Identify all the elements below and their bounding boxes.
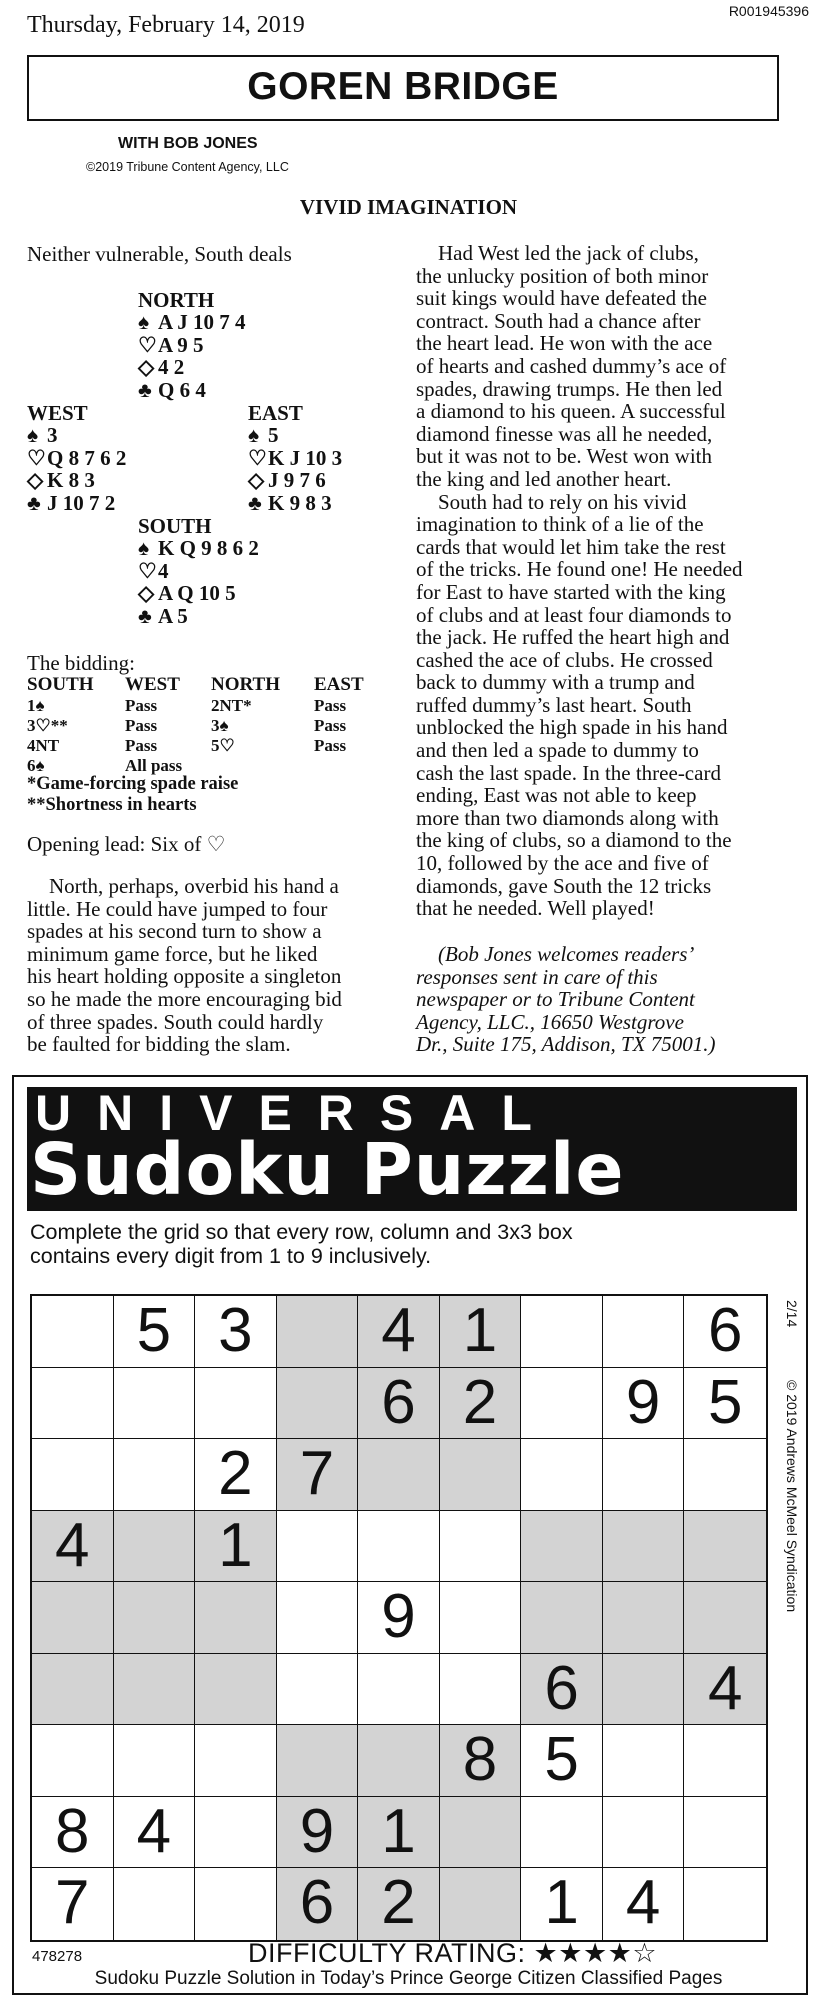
bid: 3♠ xyxy=(211,716,229,735)
sudoku-cell: 3 xyxy=(195,1296,277,1368)
bidding-row xyxy=(27,736,394,756)
bidding-row xyxy=(27,756,394,776)
bid: Pass xyxy=(125,736,158,755)
sudoku-cell xyxy=(603,1797,685,1869)
sudoku-cell xyxy=(277,1511,359,1583)
title-box xyxy=(27,55,779,121)
sudoku-cell xyxy=(32,1582,114,1654)
sudoku-cell: 8 xyxy=(32,1797,114,1869)
heart-icon: ♡ xyxy=(27,445,46,470)
bidding-note: *Game-forcing spade raise xyxy=(27,774,239,794)
text-line: the king of clubs, so a diamond to the xyxy=(416,828,732,853)
text-line: spades at his second turn to show a xyxy=(27,919,322,944)
sudoku-cell xyxy=(603,1654,685,1726)
sudoku-cell: 6 xyxy=(684,1296,766,1368)
text-line: suit kings would have defeated the xyxy=(416,286,708,311)
sudoku-cell: 5 xyxy=(521,1725,603,1797)
sudoku-cell: 5 xyxy=(114,1296,196,1368)
sudoku-cell xyxy=(277,1725,359,1797)
sudoku-cell xyxy=(32,1439,114,1511)
text-line: of clubs and at least four diamonds to xyxy=(416,602,732,627)
text-line: minimum game force, but he liked xyxy=(27,941,318,966)
bid: 5♡ xyxy=(211,736,235,755)
bid: 4NT xyxy=(27,736,60,755)
text-line: and then led a spade to dummy to xyxy=(416,738,699,763)
text-line: the king and led another heart. xyxy=(416,466,672,491)
west-clubs: J 10 7 2 xyxy=(47,490,116,515)
club-icon: ♣ xyxy=(27,490,41,515)
document-id: R001945396 xyxy=(728,3,809,19)
sudoku-cell xyxy=(32,1296,114,1368)
article-headline: VIVID IMAGINATION xyxy=(299,195,518,219)
sudoku-cell: 7 xyxy=(32,1868,114,1940)
puzzle-id: 478278 xyxy=(32,1948,83,1965)
sudoku-cell xyxy=(195,1654,277,1726)
sudoku-cell xyxy=(684,1868,766,1940)
sudoku-cell xyxy=(603,1439,685,1511)
bidding-header: EAST xyxy=(314,674,364,695)
sudoku-cell xyxy=(521,1439,603,1511)
sudoku-cell xyxy=(195,1868,277,1940)
spade-icon: ♠ xyxy=(27,423,39,447)
text-line: be faulted for bidding the slam. xyxy=(27,1032,291,1057)
south-label: SOUTH xyxy=(138,514,212,538)
text-line: of hearts and cashed dummy’s ace of xyxy=(416,353,727,378)
sudoku-cell xyxy=(521,1511,603,1583)
sudoku-cell xyxy=(684,1439,766,1511)
spade-icon: ♠ xyxy=(248,423,260,447)
sudoku-cell xyxy=(114,1439,196,1511)
sudoku-cell xyxy=(195,1368,277,1440)
sudoku-cell xyxy=(684,1582,766,1654)
text-line: of the tricks. He found one! He needed xyxy=(416,557,743,582)
sudoku-cell: 2 xyxy=(358,1868,440,1940)
text-line: Had West led the jack of clubs, xyxy=(438,241,699,265)
syndication-credit: © 2019 Andrews McMeel Syndication xyxy=(784,1380,800,1613)
south-hearts: 4 xyxy=(158,558,169,583)
sudoku-cell: 4 xyxy=(684,1654,766,1726)
diamond-icon: ◇ xyxy=(27,468,44,492)
spade-icon: ♠ xyxy=(138,536,150,560)
text-line: cards that would let him take the rest xyxy=(416,534,726,559)
north-diamonds: 4 2 xyxy=(158,355,185,379)
south-diamonds: A Q 10 5 xyxy=(158,581,236,605)
text-line: that he needed. Well played! xyxy=(416,896,655,921)
byline: WITH BOB JONES xyxy=(118,135,258,152)
club-icon: ♣ xyxy=(138,377,152,402)
text-line: so he made the more encouraging bid xyxy=(27,986,342,1011)
text-line: his heart holding opposite a singleton xyxy=(27,964,342,989)
text-line: unblocked the high spade in his hand xyxy=(416,715,728,740)
sudoku-cell: 6 xyxy=(358,1368,440,1440)
sudoku-cell xyxy=(358,1511,440,1583)
sudoku-cell xyxy=(603,1725,685,1797)
sudoku-cell xyxy=(684,1511,766,1583)
west-label: WEST xyxy=(27,401,88,425)
difficulty-label: DIFFICULTY RATING: xyxy=(248,1938,526,1968)
sudoku-cell: 6 xyxy=(277,1868,359,1940)
sudoku-cell xyxy=(440,1797,522,1869)
sudoku-cell: 2 xyxy=(440,1368,522,1440)
sudoku-cell xyxy=(195,1797,277,1869)
bid: Pass xyxy=(125,696,158,715)
text-line: back to dummy with a trump and xyxy=(416,670,695,695)
sudoku-cell: 9 xyxy=(358,1582,440,1654)
sudoku-cell xyxy=(32,1654,114,1726)
bid: 6♠ xyxy=(27,756,45,775)
west-diamonds: K 8 3 xyxy=(47,468,95,492)
text-line: (Bob Jones welcomes readers’ xyxy=(438,942,695,966)
sudoku-cell: 7 xyxy=(277,1439,359,1511)
text-line: little. He could have jumped to four xyxy=(27,896,328,921)
north-hand xyxy=(138,311,246,401)
bidding-row xyxy=(27,696,394,716)
sudoku-cell xyxy=(195,1582,277,1654)
text-line: the jack. He ruffed the heart high and xyxy=(416,625,730,650)
text-line: Agency, LLC., 16650 Westgrove xyxy=(416,1009,684,1034)
text-line: 10, followed by the ace and five of xyxy=(416,851,709,876)
sudoku-cell xyxy=(114,1868,196,1940)
bid: 1♠ xyxy=(27,696,45,715)
east-diamonds: J 9 7 6 xyxy=(268,468,326,492)
bidding-row xyxy=(27,716,394,736)
club-icon: ♣ xyxy=(248,490,262,515)
contact-paragraph xyxy=(416,943,776,1056)
bid: Pass xyxy=(314,716,347,735)
north-hearts: A 9 5 xyxy=(158,332,204,357)
text-line: Dr., Suite 175, Addison, TX 75001.) xyxy=(416,1032,716,1057)
sudoku-cell: 9 xyxy=(277,1797,359,1869)
sudoku-cell xyxy=(440,1511,522,1583)
north-clubs: Q 6 4 xyxy=(158,377,206,402)
text-line: the heart lead. He won with the ace xyxy=(416,331,713,356)
copyright: ©2019 Tribune Content Agency, LLC xyxy=(86,160,289,174)
instructions-line: Complete the grid so that every row, column and 3x3 box xyxy=(30,1220,573,1244)
diamond-icon: ◇ xyxy=(138,355,155,379)
sudoku-cell xyxy=(521,1582,603,1654)
sudoku-cell xyxy=(277,1296,359,1368)
west-hand xyxy=(27,424,126,514)
text-line: contract. South had a chance after xyxy=(416,308,701,333)
north-label: NORTH xyxy=(138,288,215,312)
south-clubs: A 5 xyxy=(158,603,188,628)
sudoku-cell xyxy=(603,1511,685,1583)
bid: All pass xyxy=(125,756,183,775)
sudoku-cell xyxy=(521,1797,603,1869)
east-hand xyxy=(248,424,342,514)
text-line: spades, drawing trumps. He then led xyxy=(416,376,723,401)
sudoku-cell xyxy=(114,1582,196,1654)
star-rating-icon: ★★★★☆ xyxy=(533,1938,658,1968)
sudoku-cell: 2 xyxy=(195,1439,277,1511)
west-spades: 3 xyxy=(47,423,58,447)
sudoku-cell: 6 xyxy=(521,1654,603,1726)
sudoku-cell xyxy=(114,1368,196,1440)
sudoku-cell: 4 xyxy=(114,1797,196,1869)
publication-date: Thursday, February 14, 2019 xyxy=(27,12,305,38)
sudoku-cell xyxy=(440,1439,522,1511)
sudoku-cell xyxy=(603,1296,685,1368)
sudoku-cell xyxy=(603,1582,685,1654)
bidding-title: The bidding: xyxy=(27,651,135,675)
text-line: more than two diamonds along with xyxy=(416,805,719,830)
banner-title-main: Sudoku Puzzle xyxy=(30,1128,625,1211)
bidding-header-row xyxy=(27,674,394,696)
bidding-table xyxy=(27,674,394,776)
heart-icon: ♡ xyxy=(248,445,267,470)
text-line: newspaper or to Tribune Content xyxy=(416,987,695,1012)
sudoku-cell xyxy=(114,1654,196,1726)
south-hand xyxy=(138,537,259,627)
text-line: cash the last spade. In the three-card xyxy=(416,760,721,785)
puzzle-date: 2/14 xyxy=(784,1300,800,1328)
sudoku-cell xyxy=(277,1582,359,1654)
bid: Pass xyxy=(314,696,347,715)
analysis-paragraph xyxy=(416,242,776,920)
text-line: for East to have started with the king xyxy=(416,579,726,604)
sudoku-cell xyxy=(358,1654,440,1726)
sudoku-cell xyxy=(440,1868,522,1940)
bid xyxy=(314,756,394,776)
syndication-strip xyxy=(778,1380,808,1920)
bidding-header: SOUTH xyxy=(27,674,94,695)
east-hearts: K J 10 3 xyxy=(268,445,343,470)
text-line: the unlucky position of both minor xyxy=(416,263,709,288)
solution-note: Sudoku Puzzle Solution in Today’s Prince George Citizen Classified Pages xyxy=(94,1968,723,1989)
sudoku-cell: 9 xyxy=(603,1368,685,1440)
sudoku-cell xyxy=(277,1368,359,1440)
bid xyxy=(211,756,314,776)
opening-lead: Opening lead: Six of ♡ xyxy=(27,832,226,856)
sudoku-grid xyxy=(30,1294,768,1942)
sudoku-cell: 1 xyxy=(521,1868,603,1940)
text-line: a diamond to his queen. A successful xyxy=(416,399,726,424)
banner-title-top: UNIVERSAL xyxy=(35,1085,558,1141)
sudoku-cell: 4 xyxy=(32,1511,114,1583)
bid: 2NT* xyxy=(211,696,252,715)
north-spades: A J 10 7 4 xyxy=(158,310,246,334)
text-line: of three spades. South could hardly xyxy=(27,1009,324,1034)
east-clubs: K 9 8 3 xyxy=(268,490,332,515)
south-spades: K Q 9 8 6 2 xyxy=(158,536,259,560)
text-line: cashed the ace of clubs. He crossed xyxy=(416,647,713,672)
west-hearts: Q 8 7 6 2 xyxy=(47,445,127,470)
sudoku-cell xyxy=(440,1582,522,1654)
text-line: ending, East was not able to keep xyxy=(416,783,697,808)
analysis-paragraph xyxy=(27,875,387,1056)
heart-icon: ♡ xyxy=(138,332,157,357)
sudoku-cell: 4 xyxy=(358,1296,440,1368)
sudoku-cell xyxy=(32,1368,114,1440)
sudoku-cell xyxy=(521,1368,603,1440)
column-title: GOREN BRIDGE xyxy=(247,65,559,108)
text-line: ruffed dummy’s last heart. South xyxy=(416,692,692,717)
text-line: but it was not to be. West won with xyxy=(416,444,712,469)
text-line: North, perhaps, overbid his hand a xyxy=(49,874,339,898)
deal-conditions: Neither vulnerable, South deals xyxy=(27,242,292,266)
sudoku-cell xyxy=(114,1725,196,1797)
bid: Pass xyxy=(314,736,347,755)
bid: 3♡** xyxy=(27,716,68,735)
sudoku-cell xyxy=(195,1725,277,1797)
sudoku-cell xyxy=(440,1654,522,1726)
text-line: diamonds, gave South the 12 tricks xyxy=(416,873,712,898)
instructions-line: contains every digit from 1 to 9 inclusively. xyxy=(30,1244,432,1268)
sudoku-cell xyxy=(358,1439,440,1511)
bid: Pass xyxy=(125,716,158,735)
sudoku-cell xyxy=(114,1511,196,1583)
sudoku-cell: 8 xyxy=(440,1725,522,1797)
east-spades: 5 xyxy=(268,423,279,447)
sudoku-cell xyxy=(521,1296,603,1368)
sudoku-cell xyxy=(32,1725,114,1797)
diamond-icon: ◇ xyxy=(248,468,265,492)
sudoku-cell xyxy=(358,1725,440,1797)
sudoku-cell: 1 xyxy=(195,1511,277,1583)
text-line: diamond finesse was all he needed, xyxy=(416,421,713,446)
difficulty-rating xyxy=(248,1938,657,1969)
sudoku-cell xyxy=(684,1797,766,1869)
text-line: South had to rely on his vivid xyxy=(438,489,687,514)
sudoku-cell: 1 xyxy=(358,1797,440,1869)
sudoku-cell xyxy=(277,1654,359,1726)
bidding-note: **Shortness in hearts xyxy=(27,795,197,815)
sudoku-cell: 5 xyxy=(684,1368,766,1440)
bidding-header: NORTH xyxy=(211,674,281,695)
puzzle-date-strip xyxy=(778,1300,808,1350)
east-label: EAST xyxy=(248,401,303,425)
sudoku-cell: 4 xyxy=(603,1868,685,1940)
sudoku-instructions xyxy=(30,1220,800,1268)
spade-icon: ♠ xyxy=(138,310,150,334)
text-line: responses sent in care of this xyxy=(416,964,658,989)
sudoku-cell xyxy=(684,1725,766,1797)
bidding-header: WEST xyxy=(125,674,180,695)
diamond-icon: ◇ xyxy=(138,581,155,605)
club-icon: ♣ xyxy=(138,603,152,628)
text-line: imagination to think of a lie of the xyxy=(416,512,704,537)
sudoku-cell: 1 xyxy=(440,1296,522,1368)
heart-icon: ♡ xyxy=(138,558,157,583)
